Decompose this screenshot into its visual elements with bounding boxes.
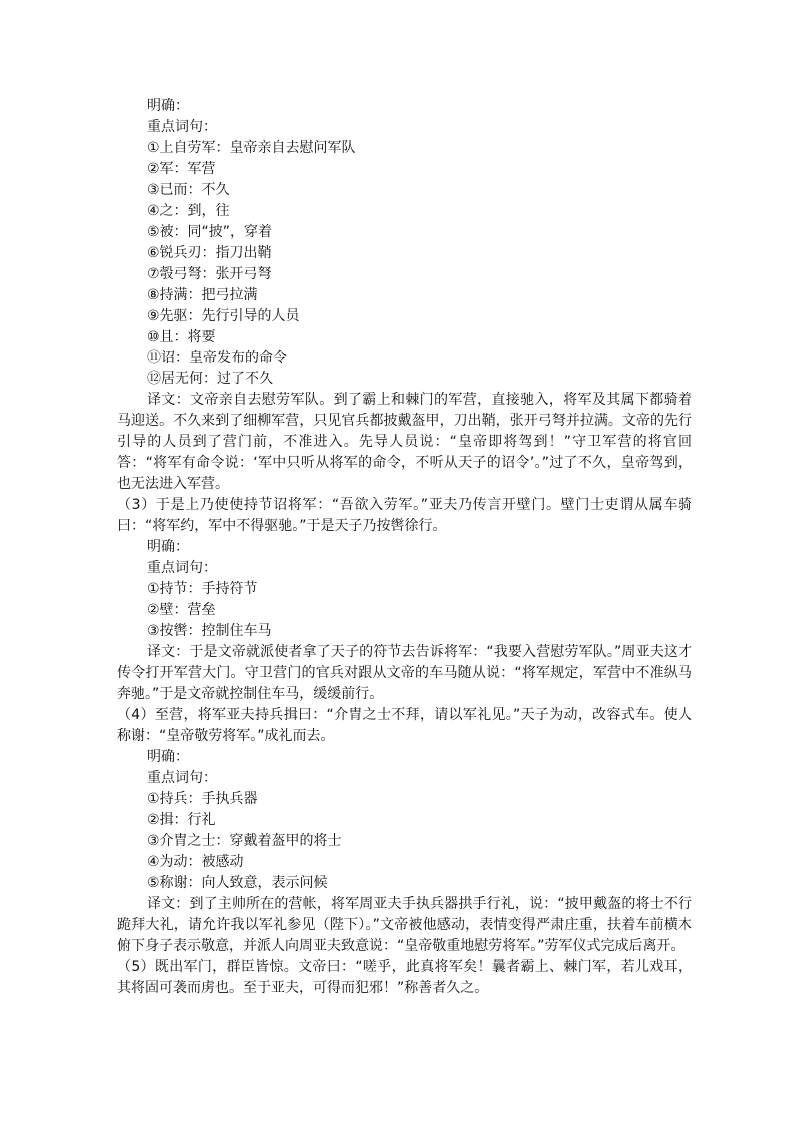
vocab-item: ⑤称谢：向人致意，表示问候 [147,875,328,891]
section3-original-text: （3）于是上乃使使持节诏将军：“吾欲入劳军。”亚夫乃传言开壁门。壁门士吏谓从属车骑曰：“将军约，军中不得驱驰。”于是天子乃按辔徐行。 [117,497,692,534]
vocab-item: ④之：到，往 [147,203,230,219]
vocab-item: ⑪诏：皇帝发布的命令 [147,350,287,366]
section3-translation: 译文：于是文帝就派使者拿了天子的符节去告诉将军：“我要入营慰劳军队。”周亚夫这才传令打开军营大门。守卫营门的官兵对跟从文帝的车马随从说：“将军规定，军营中不准纵马奔驰。”于是文帝就控制住车马，缓缓前行。 [117,644,692,702]
section3-vocab-title: 重点词句： [147,560,217,576]
vocab-item: ②揖：行礼 [147,812,216,828]
vocab-item: ①持节：手持符节 [147,581,258,597]
vocab-item: ⑥锐兵刃：指刀出鞘 [147,245,272,261]
section2-vocab-title: 重点词句： [147,119,217,135]
section3-vocab-list [117,579,692,642]
section2-translation: 译文：文帝亲自去慰劳军队。到了霸上和棘门的军营，直接驰入，将军及其属下都骑着马迎送。不久来到了细柳军营，只见官兵都披戴盔甲，刀出鞘，张开弓弩并拉满。文帝的先行引导的人员到了营门前，不准进入。先导人员说：“皇帝即将驾到！”守卫军营的将官回答：“将军有命令说：‘军中只听从将军的命令，不听从天子的诏令’。”过了不久，皇帝驾到，也无法进入军营。 [117,392,692,492]
document-body [117,96,692,999]
vocab-item: ⑧持满：把弓拉满 [147,287,258,303]
vocab-item: ②军：军营 [147,161,216,177]
section4-vocab-list [117,789,692,894]
vocab-item: ③按辔：控制住车马 [147,623,272,639]
vocab-item: ⑦彀弓弩：张开弓弩 [147,266,272,282]
section4-translation: 译文：到了主帅所在的营帐，将军周亚夫手执兵器拱手行礼，说：“披甲戴盔的将士不行跪拜大礼，请允许我以军礼参见（陛下）。”文帝被他感动，表情变得严肃庄重，扶着车前横木俯下身子表示敬意，并派人向周亚夫致意说：“皇帝敬重地慰劳将军。”劳军仪式完成后离开。 [117,896,692,954]
vocab-item: ⑫居无何：过了不久 [147,371,273,387]
vocab-item: ①上自劳军：皇帝亲自去慰问军队 [147,140,356,156]
vocab-item: ⑤被：同“披”，穿着 [147,224,273,240]
vocab-item: ②壁：营垒 [147,602,216,618]
vocab-item: ⑨先驱：先行引导的人员 [147,308,300,324]
section3-heading: 明确： [147,539,189,555]
section5-original-text: （5）既出军门，群臣皆惊。文帝曰：“嗟乎，此真将军矣！曩者霸上、棘门军，若儿戏耳，其将固可袭而虏也。至于亚夫，可得而犯邪！”称善者久之。 [117,959,692,996]
vocab-item: ③介胄之士：穿戴着盔甲的将士 [147,833,342,849]
section2-heading: 明确： [147,98,189,114]
section4-original-text: （4）至营，将军亚夫持兵揖曰：“介胄之士不拜，请以军礼见。”天子为动，改容式车。使人称谢：“皇帝敬劳将军。”成礼而去。 [117,707,692,744]
section4-vocab-title: 重点词句： [147,770,217,786]
vocab-item: ③已而：不久 [147,182,230,198]
section4-heading: 明确： [147,749,189,765]
vocab-item: ①持兵：手执兵器 [147,791,258,807]
section2-vocab-list [117,138,692,390]
vocab-item: ⑩且：将要 [147,329,216,345]
vocab-item: ④为动：被感动 [147,854,244,870]
